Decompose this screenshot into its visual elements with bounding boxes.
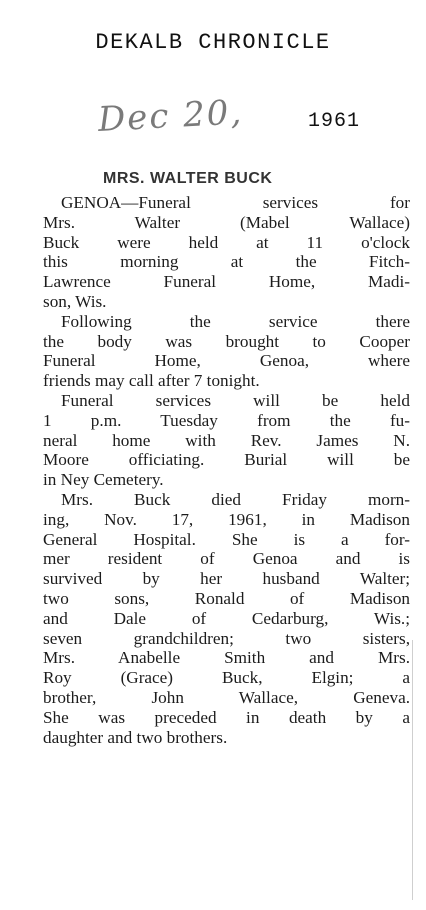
obituary-body — [43, 193, 410, 747]
article-paragraph — [43, 312, 410, 391]
article-paragraph — [43, 193, 410, 312]
article-line: friends may call after 7 tonight. — [43, 371, 260, 391]
article-line: General Hospital. She is a for- — [43, 529, 410, 549]
article-line: survived by her husband Walter; — [43, 569, 410, 589]
article-line: Mrs. Anabelle Smith and Mrs. — [43, 648, 410, 668]
article-line: seven grandchildren; two sisters, — [43, 628, 410, 648]
article-line: brother, John Wallace, Geneva. — [43, 687, 410, 707]
article-line: Funeral services will be held — [61, 390, 410, 410]
article-line: son, Wis. — [43, 291, 107, 311]
newspaper-masthead: DEKALB CHRONICLE — [95, 30, 331, 55]
article-line: Following the service there — [61, 311, 410, 331]
article-line: Funeral Home, Genoa, where — [43, 351, 410, 371]
article-line: and Dale of Cedarburg, Wis.; — [43, 608, 410, 628]
date-year: 1961 — [308, 110, 361, 133]
article-line: neral home with Rev. James N. — [43, 430, 410, 450]
article-line: in Ney Cemetery. — [43, 470, 164, 490]
article-paragraph — [43, 391, 410, 490]
article-line: Lawrence Funeral Home, Madi- — [43, 272, 410, 292]
obituary-headline: MRS. WALTER BUCK — [103, 170, 273, 187]
article-line: Mrs. Walter (Mabel Wallace) — [43, 212, 410, 232]
article-paragraph — [43, 490, 410, 747]
article-line: Mrs. Buck died Friday morn- — [61, 489, 410, 509]
article-line: two sons, Ronald of Madison — [43, 588, 410, 608]
clipping-edge — [412, 640, 413, 900]
article-line: mer resident of Genoa and is — [43, 549, 410, 569]
article-line: Buck were held at 11 o'clock — [43, 232, 410, 252]
article-line: GENOA—Funeral services for — [61, 193, 410, 212]
article-line: Roy (Grace) Buck, Elgin; a — [43, 668, 410, 688]
clipping-date — [96, 92, 398, 144]
article-line: Moore officiating. Burial will be — [43, 450, 410, 470]
article-line: this morning at the Fitch- — [43, 252, 410, 272]
article-line: the body was brought to Cooper — [43, 331, 410, 351]
article-line: 1 p.m. Tuesday from the fu- — [43, 410, 410, 430]
handwritten-date: Dec 20, — [96, 92, 245, 140]
article-line: ing, Nov. 17, 1961, in Madison — [43, 509, 410, 529]
article-line: daughter and two brothers. — [43, 727, 228, 747]
article-line: She was preceded in death by a — [43, 707, 410, 727]
